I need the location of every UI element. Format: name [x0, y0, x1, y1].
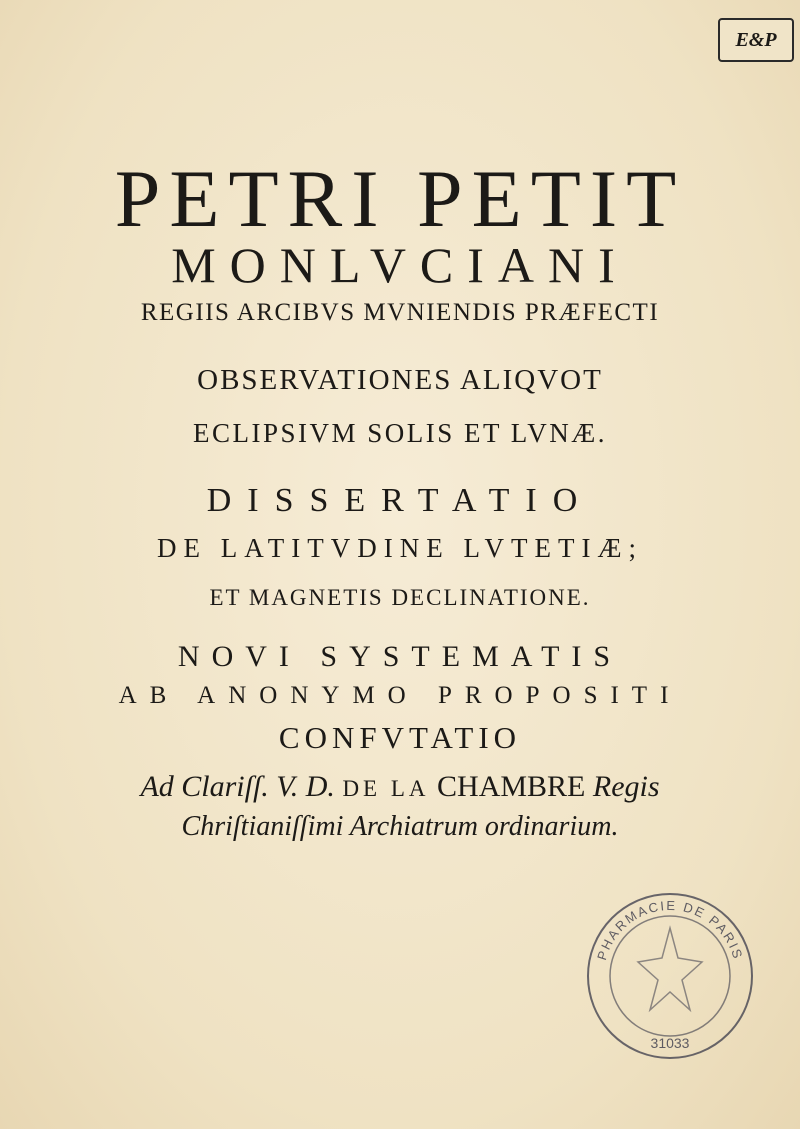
dedication-part-1: Ad Clariſſ. V. D.	[140, 770, 335, 803]
author-title: REGIIS ARCIBVS MVNIENDIS PRÆFECTI	[140, 299, 660, 326]
system-subtitle: AB ANONYMO PROPOSITI	[118, 682, 682, 709]
author-name: PETRI PETIT	[114, 153, 686, 244]
dedication-part-3: CHAMBRE	[437, 770, 586, 803]
library-stamp	[718, 18, 794, 62]
library-seal-stamp	[582, 888, 758, 1064]
dedication-line-1	[0, 772, 800, 802]
dissertation-subtitle-2: ET MAGNETIS DECLINATIONE.	[209, 585, 591, 610]
author-origin: MONLVCIANI	[171, 237, 629, 293]
dissertation-title: DISSERTATIO	[206, 482, 594, 519]
observations-subtitle: ECLIPSIVM SOLIS ET LVNÆ.	[192, 418, 608, 448]
dissertation-subtitle-1: DE LATITVDINE LVTETIÆ;	[157, 533, 643, 563]
dedication-part-2: DE LA	[342, 776, 430, 801]
dedication-line-2: Chriſtianiſſimi Archiatrum ordinarium.	[181, 811, 619, 842]
seal-text: PHARMACIE DE PARIS	[594, 897, 746, 962]
system-title: NOVI SYSTEMATIS	[177, 640, 623, 673]
system-confutation: CONFVTATIO	[278, 720, 522, 755]
dedication-part-4: Regis	[592, 770, 660, 803]
seal-number: 31033	[650, 1035, 690, 1051]
library-stamp-text: E&P	[735, 28, 777, 51]
observations-title: OBSERVATIONES ALIQVOT	[197, 364, 603, 396]
